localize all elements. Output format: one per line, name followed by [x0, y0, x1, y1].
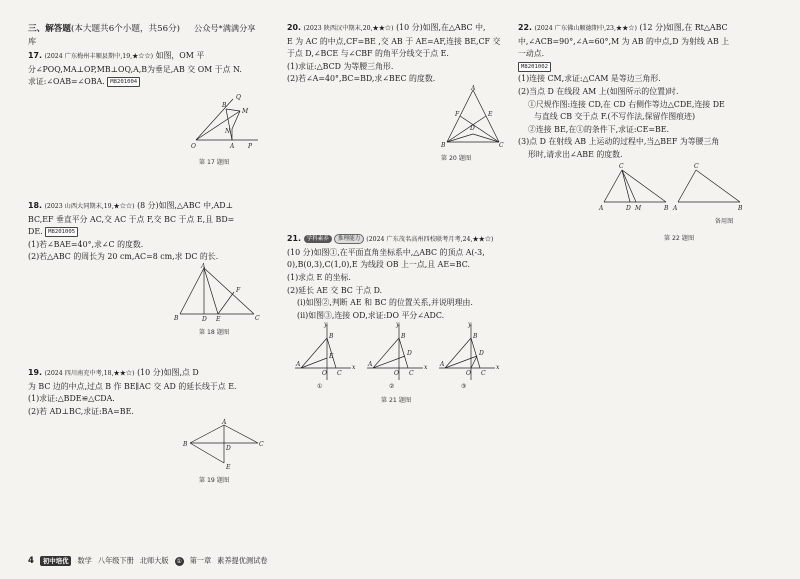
svg-text:B: B	[441, 141, 446, 149]
question-text: (10 分)如图,在△ABC 中,	[396, 23, 486, 32]
svg-text:C: C	[337, 370, 342, 378]
figure-caption: 第 20 题图	[440, 154, 472, 162]
watermark-text: 公众号*满满分享库	[28, 23, 256, 46]
svg-text:F: F	[455, 110, 460, 118]
figure-19	[28, 418, 264, 471]
svg-text:A: A	[673, 204, 678, 212]
column-left	[28, 22, 264, 488]
question-part: ②连接 BE,在①的条件下,求证:CE=BE.	[528, 124, 670, 134]
question-number: 17.	[28, 51, 42, 60]
question-18	[28, 200, 260, 339]
question-source: (2024 广东梅州丰顺县期中,19,★☆☆)	[44, 53, 154, 60]
question-text: 中,∠ACB=90°,∠A=60°,M 为 AB 的中点,D 为射线 AB 上	[518, 36, 730, 46]
figure-caption: 第 19 题图	[198, 477, 230, 485]
question-part: (1)求点 E 的坐标.	[287, 272, 351, 282]
question-text: (10 分)如图①,在平面直角坐标系中,△ABC 的顶点 A(-3,	[287, 247, 485, 257]
question-text: BC,EF 垂直平分 AC,交 AC 于点 F,交 BC 于点 E,且 BD=	[28, 214, 235, 224]
svg-text:A: A	[471, 84, 476, 92]
column-right	[518, 22, 780, 245]
question-text: E 为 AC 的中点,CF=BE ,交 AB 于 AE=AF,连接 BE,CF 交	[287, 36, 501, 46]
chapter-badge: ①	[176, 557, 182, 565]
spare-figure-caption: 备用图	[714, 218, 734, 226]
svg-text:x: x	[424, 364, 428, 372]
figure-21	[287, 322, 505, 390]
svg-text:A: A	[599, 204, 604, 212]
footer-grade: 八年级下册	[97, 556, 134, 565]
svg-text:M: M	[242, 107, 249, 115]
question-number: 21.	[287, 234, 301, 244]
svg-text:B: B	[738, 204, 743, 212]
svg-text:O: O	[322, 370, 327, 378]
question-part: (i)如图②,判断 AE 和 BC 的位置关系,并说明理由.	[297, 298, 473, 308]
footer-chapter: 第一章	[189, 556, 212, 565]
question-number: 18.	[28, 200, 42, 210]
figure-caption: 第 17 题图	[198, 159, 230, 167]
question-19	[28, 367, 264, 488]
question-text: (10 分)如图,点 D	[137, 368, 199, 378]
svg-text:A: A	[222, 418, 227, 426]
question-text: 如图，OM 平	[155, 51, 205, 60]
figure-caption: 第 18 题图	[198, 328, 230, 336]
svg-text:y: y	[396, 321, 400, 329]
svg-text:D: D	[479, 350, 484, 358]
question-part: 与直线 CB 交于点 F.(不写作法,保留作图痕迹)	[534, 112, 696, 122]
question-code-tag: M8201005	[45, 227, 78, 237]
question-22	[518, 22, 780, 245]
svg-text:C: C	[255, 314, 260, 322]
svg-text:A: A	[230, 142, 235, 150]
svg-text:O: O	[466, 370, 471, 378]
svg-text:B: B	[473, 333, 478, 341]
page-number: 4	[28, 556, 34, 566]
section-heading	[28, 22, 260, 48]
question-20	[287, 22, 505, 165]
figure-caption: 第 22 题图	[663, 234, 695, 242]
question-source: (2024 四川南充中考,18,★★☆)	[44, 370, 135, 378]
svg-text:B: B	[222, 101, 227, 109]
question-source: (2024 广东佛山顺德期中,23,★★☆)	[534, 25, 637, 32]
question-source: (2023 山西大同期末,19,★☆☆)	[44, 202, 135, 210]
svg-text:O: O	[394, 370, 399, 378]
question-part: (1)求证:△BDE≌△CDA.	[28, 394, 115, 404]
svg-text:E: E	[488, 110, 493, 118]
question-text: 分∠POQ,MA⊥OP,MB⊥OQ,A,B为垂足,AB 交 OM 于点 N.	[28, 64, 242, 74]
question-number: 22.	[518, 23, 532, 32]
figure-20	[287, 86, 505, 148]
question-17	[28, 50, 260, 170]
question-text: DE.	[28, 227, 43, 237]
subject-literacy-badge: 学科素养	[304, 235, 332, 243]
question-number: 19.	[28, 368, 42, 378]
question-part: (2)若∠A=40°,BC=BD,求∠BEC 的度数.	[287, 74, 436, 84]
question-part: (1)连接 CM,求证:△CAM 是等边三角形.	[518, 74, 661, 84]
question-text: 一动点.	[518, 49, 545, 59]
svg-text:F: F	[236, 286, 241, 294]
figure-18	[28, 264, 260, 322]
svg-text:D: D	[626, 204, 631, 212]
question-source: (2024 广东茂名高州四校联考月考,24,★★☆)	[366, 236, 494, 244]
footer-edition: 北师大版	[139, 556, 169, 565]
svg-text:B: B	[664, 204, 669, 212]
svg-text:A: A	[296, 361, 301, 369]
question-part: (3)点 D 在射线 AB 上运动的过程中,当△BEF 为等腰三角	[518, 137, 720, 147]
question-part: (2)当点 D 在线段 AM 上(如图所示的位置)时.	[518, 86, 679, 96]
svg-text:C: C	[694, 162, 699, 170]
question-text: (12 分)如图,在 Rt△ABC	[639, 23, 728, 32]
question-part: (2)延长 AE 交 BC 于点 D.	[287, 285, 383, 295]
question-part: (2)若 AD⊥BC,求证:BA=BE.	[28, 406, 134, 416]
svg-text:B: B	[401, 333, 406, 341]
svg-text:D: D	[226, 444, 231, 452]
question-part: (ii)如图③,连接 OD,求证:DO 平分∠ADC.	[297, 310, 445, 320]
svg-text:A: A	[368, 361, 373, 369]
question-code-tag: M8201004	[107, 77, 140, 87]
svg-text:C: C	[259, 440, 264, 448]
graph-label-3: ③	[461, 383, 467, 391]
column-middle	[287, 22, 505, 408]
svg-text:E: E	[226, 463, 231, 471]
svg-text:x: x	[352, 364, 356, 372]
svg-text:Q: Q	[236, 93, 241, 101]
footer-test-title: 素养提优测试卷	[217, 556, 268, 565]
svg-text:P: P	[248, 142, 253, 150]
svg-text:M: M	[635, 204, 642, 212]
question-part: (2)若△ABC 的周长为 20 cm,AC=8 cm,求 DC 的长.	[28, 252, 219, 262]
svg-text:B: B	[174, 314, 179, 322]
question-text: 求证:∠OAB=∠OBA.	[28, 77, 105, 87]
question-code-tag: M8201002	[518, 62, 551, 72]
question-part: (1)求证:△BCD 为等腰三角形.	[287, 61, 394, 71]
figure-17	[28, 89, 260, 153]
svg-text:E: E	[329, 353, 334, 361]
svg-text:x: x	[496, 364, 500, 372]
svg-text:C: C	[409, 370, 414, 378]
page-footer	[28, 555, 268, 567]
graph-label-2: ②	[389, 383, 395, 391]
brand-logo: 初中培优	[40, 556, 72, 566]
question-text: 于点 D,∠BCE 与∠CBF 的角平分线交于点 E.	[287, 49, 449, 59]
figure-22	[518, 162, 780, 212]
svg-text:D: D	[202, 315, 207, 323]
svg-text:y: y	[468, 321, 472, 329]
question-text: (8 分)如图,△ABC 中,AD⊥	[137, 200, 234, 210]
question-text: 0),B(0,3),C(1,0),E 为线段 OB 上一点,且 AE=BC.	[287, 260, 470, 270]
svg-text:C: C	[481, 370, 486, 378]
svg-text:A: A	[440, 361, 445, 369]
graph-label-1: ①	[317, 383, 323, 391]
figure-caption: 第 21 题图	[380, 396, 412, 404]
question-number: 20.	[287, 23, 301, 32]
svg-text:C: C	[619, 162, 624, 170]
question-source: (2023 陕西汉中期末,20,★★☆)	[303, 25, 394, 32]
svg-text:A: A	[201, 262, 206, 270]
svg-text:O: O	[191, 142, 196, 150]
svg-text:D: D	[470, 124, 475, 132]
svg-text:N: N	[225, 127, 231, 135]
section-note: (本大题共6个小题，共56分)	[70, 24, 181, 34]
question-text: 为 BC 边的中点,过点 B 作 BE∥AC 交 AD 的延长线于点 E.	[28, 381, 237, 391]
svg-text:B: B	[329, 333, 334, 341]
svg-text:E: E	[216, 315, 221, 323]
question-part: ①尺规作图:连接 CD,在 CD 右侧作等边△CDE,连接 DE	[528, 99, 725, 109]
question-part: 形时,请求出∠ABE 的度数.	[528, 149, 623, 159]
section-title: 三、解答题	[28, 24, 71, 34]
footer-subject: 数学	[77, 556, 92, 565]
svg-text:y: y	[324, 321, 328, 329]
svg-text:B: B	[183, 440, 188, 448]
svg-text:D: D	[407, 350, 412, 358]
svg-text:C: C	[499, 141, 504, 149]
ability-badge: 推理能力	[334, 234, 364, 244]
question-part: (1)若∠BAE=40°,求∠C 的度数.	[28, 239, 144, 249]
question-21	[287, 233, 505, 407]
